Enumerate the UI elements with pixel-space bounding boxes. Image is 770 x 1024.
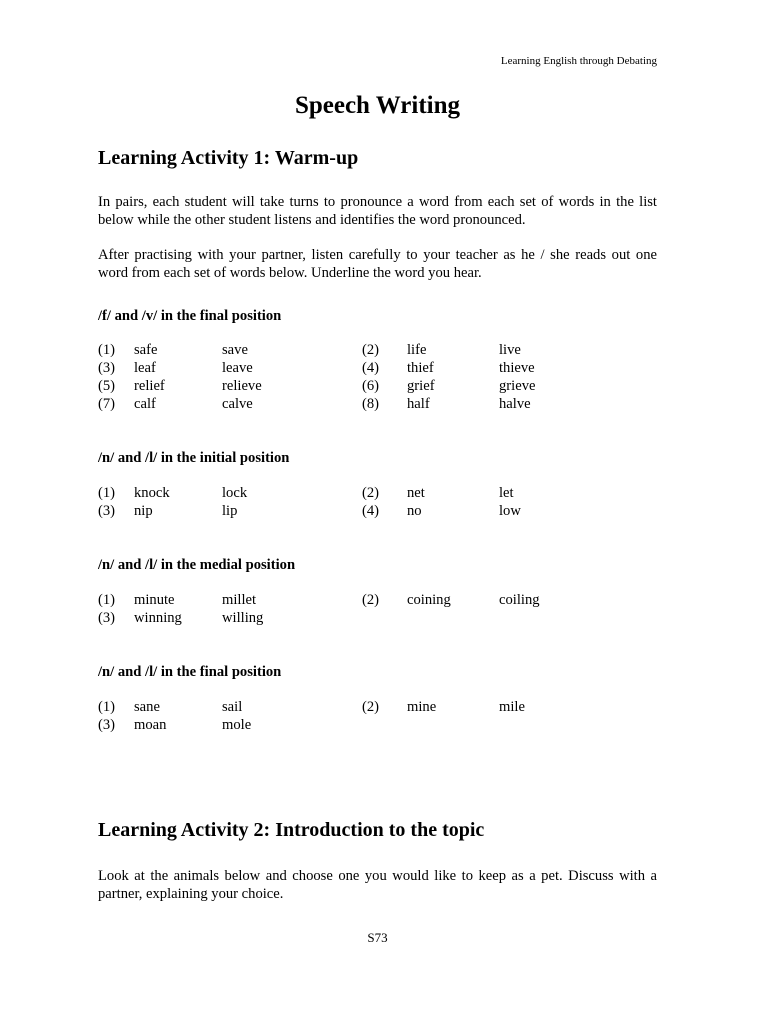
word-option: winning xyxy=(134,610,182,626)
word-set xyxy=(98,485,658,565)
word-option: sane xyxy=(134,699,160,715)
activity-2-heading: Learning Activity 2: Introduction to the topic xyxy=(98,819,485,841)
word-option: knock xyxy=(134,485,170,501)
word-option: calve xyxy=(222,396,253,412)
word-option: mole xyxy=(222,717,252,733)
word-option: thief xyxy=(407,360,434,376)
set-heading: /n/ and /l/ in the initial position xyxy=(98,450,290,466)
word-option: grieve xyxy=(499,378,536,394)
word-option: grief xyxy=(407,378,435,394)
item-number: (3) xyxy=(98,717,116,733)
word-row xyxy=(98,378,658,396)
word-option: half xyxy=(407,396,430,412)
word-set xyxy=(98,342,658,422)
item-number: (4) xyxy=(362,360,380,376)
set-heading: /f/ and /v/ in the final position xyxy=(98,308,282,324)
word-option: live xyxy=(499,342,521,358)
word-option: lip xyxy=(222,503,238,519)
item-number: (1) xyxy=(98,592,116,608)
word-option: safe xyxy=(134,342,158,358)
item-number: (2) xyxy=(362,342,380,358)
activity-1-instructions: In pairs, each student will take turns to pronounce a word from each set of words in the list below while the other student listens and identifies the word pronounced. xyxy=(98,194,657,228)
page-title: Speech Writing xyxy=(294,92,461,119)
word-option: millet xyxy=(222,592,257,608)
word-row xyxy=(98,610,658,628)
activity-1-task: After practising with your partner, listen carefully to your teacher as he / she reads out one word from each set of words below. Underline the word you hear. xyxy=(98,247,657,281)
word-option: lock xyxy=(222,485,248,501)
item-number: (2) xyxy=(362,485,380,501)
word-row xyxy=(98,717,658,735)
activity-2-instructions: Look at the animals below and choose one you would like to keep as a pet. Discuss with a partner, explaining your choice. xyxy=(98,868,657,902)
word-option: coiling xyxy=(499,592,540,608)
word-option: thieve xyxy=(499,360,535,376)
word-option: mile xyxy=(499,699,525,715)
word-set xyxy=(98,592,658,672)
item-number: (6) xyxy=(362,378,380,394)
word-set xyxy=(98,699,658,779)
word-option: nip xyxy=(134,503,153,519)
word-option: save xyxy=(222,342,248,358)
word-row xyxy=(98,485,658,503)
set-heading: /n/ and /l/ in the medial position xyxy=(98,557,296,573)
word-option: net xyxy=(407,485,425,501)
word-row xyxy=(98,396,658,414)
word-option: sail xyxy=(222,699,243,715)
item-number: (7) xyxy=(98,396,116,412)
word-option: mine xyxy=(407,699,437,715)
word-option: halve xyxy=(499,396,531,412)
word-option: coining xyxy=(407,592,451,608)
word-option: minute xyxy=(134,592,175,608)
word-row xyxy=(98,342,658,360)
word-option: willing xyxy=(222,610,264,626)
item-number: (4) xyxy=(362,503,380,519)
item-number: (5) xyxy=(98,378,116,394)
word-row xyxy=(98,360,658,378)
word-row xyxy=(98,503,658,521)
word-option: leave xyxy=(222,360,253,376)
word-row xyxy=(98,699,658,717)
word-option: relieve xyxy=(222,378,262,394)
word-option: life xyxy=(407,342,427,358)
item-number: (3) xyxy=(98,360,116,376)
item-number: (1) xyxy=(98,342,116,358)
set-heading: /n/ and /l/ in the final position xyxy=(98,664,282,680)
word-option: let xyxy=(499,485,514,501)
page-number: S73 xyxy=(367,930,388,945)
item-number: (1) xyxy=(98,699,116,715)
item-number: (1) xyxy=(98,485,116,501)
item-number: (2) xyxy=(362,699,380,715)
word-option: moan xyxy=(134,717,167,733)
item-number: (3) xyxy=(98,610,116,626)
word-option: low xyxy=(499,503,521,519)
word-option: relief xyxy=(134,378,165,394)
word-row xyxy=(98,592,658,610)
word-option: no xyxy=(407,503,422,519)
item-number: (2) xyxy=(362,592,380,608)
word-option: calf xyxy=(134,396,156,412)
item-number: (3) xyxy=(98,503,116,519)
item-number: (8) xyxy=(362,396,380,412)
word-option: leaf xyxy=(134,360,156,376)
running-header: Learning English through Debating xyxy=(500,55,657,67)
activity-1-heading: Learning Activity 1: Warm-up xyxy=(98,147,359,169)
